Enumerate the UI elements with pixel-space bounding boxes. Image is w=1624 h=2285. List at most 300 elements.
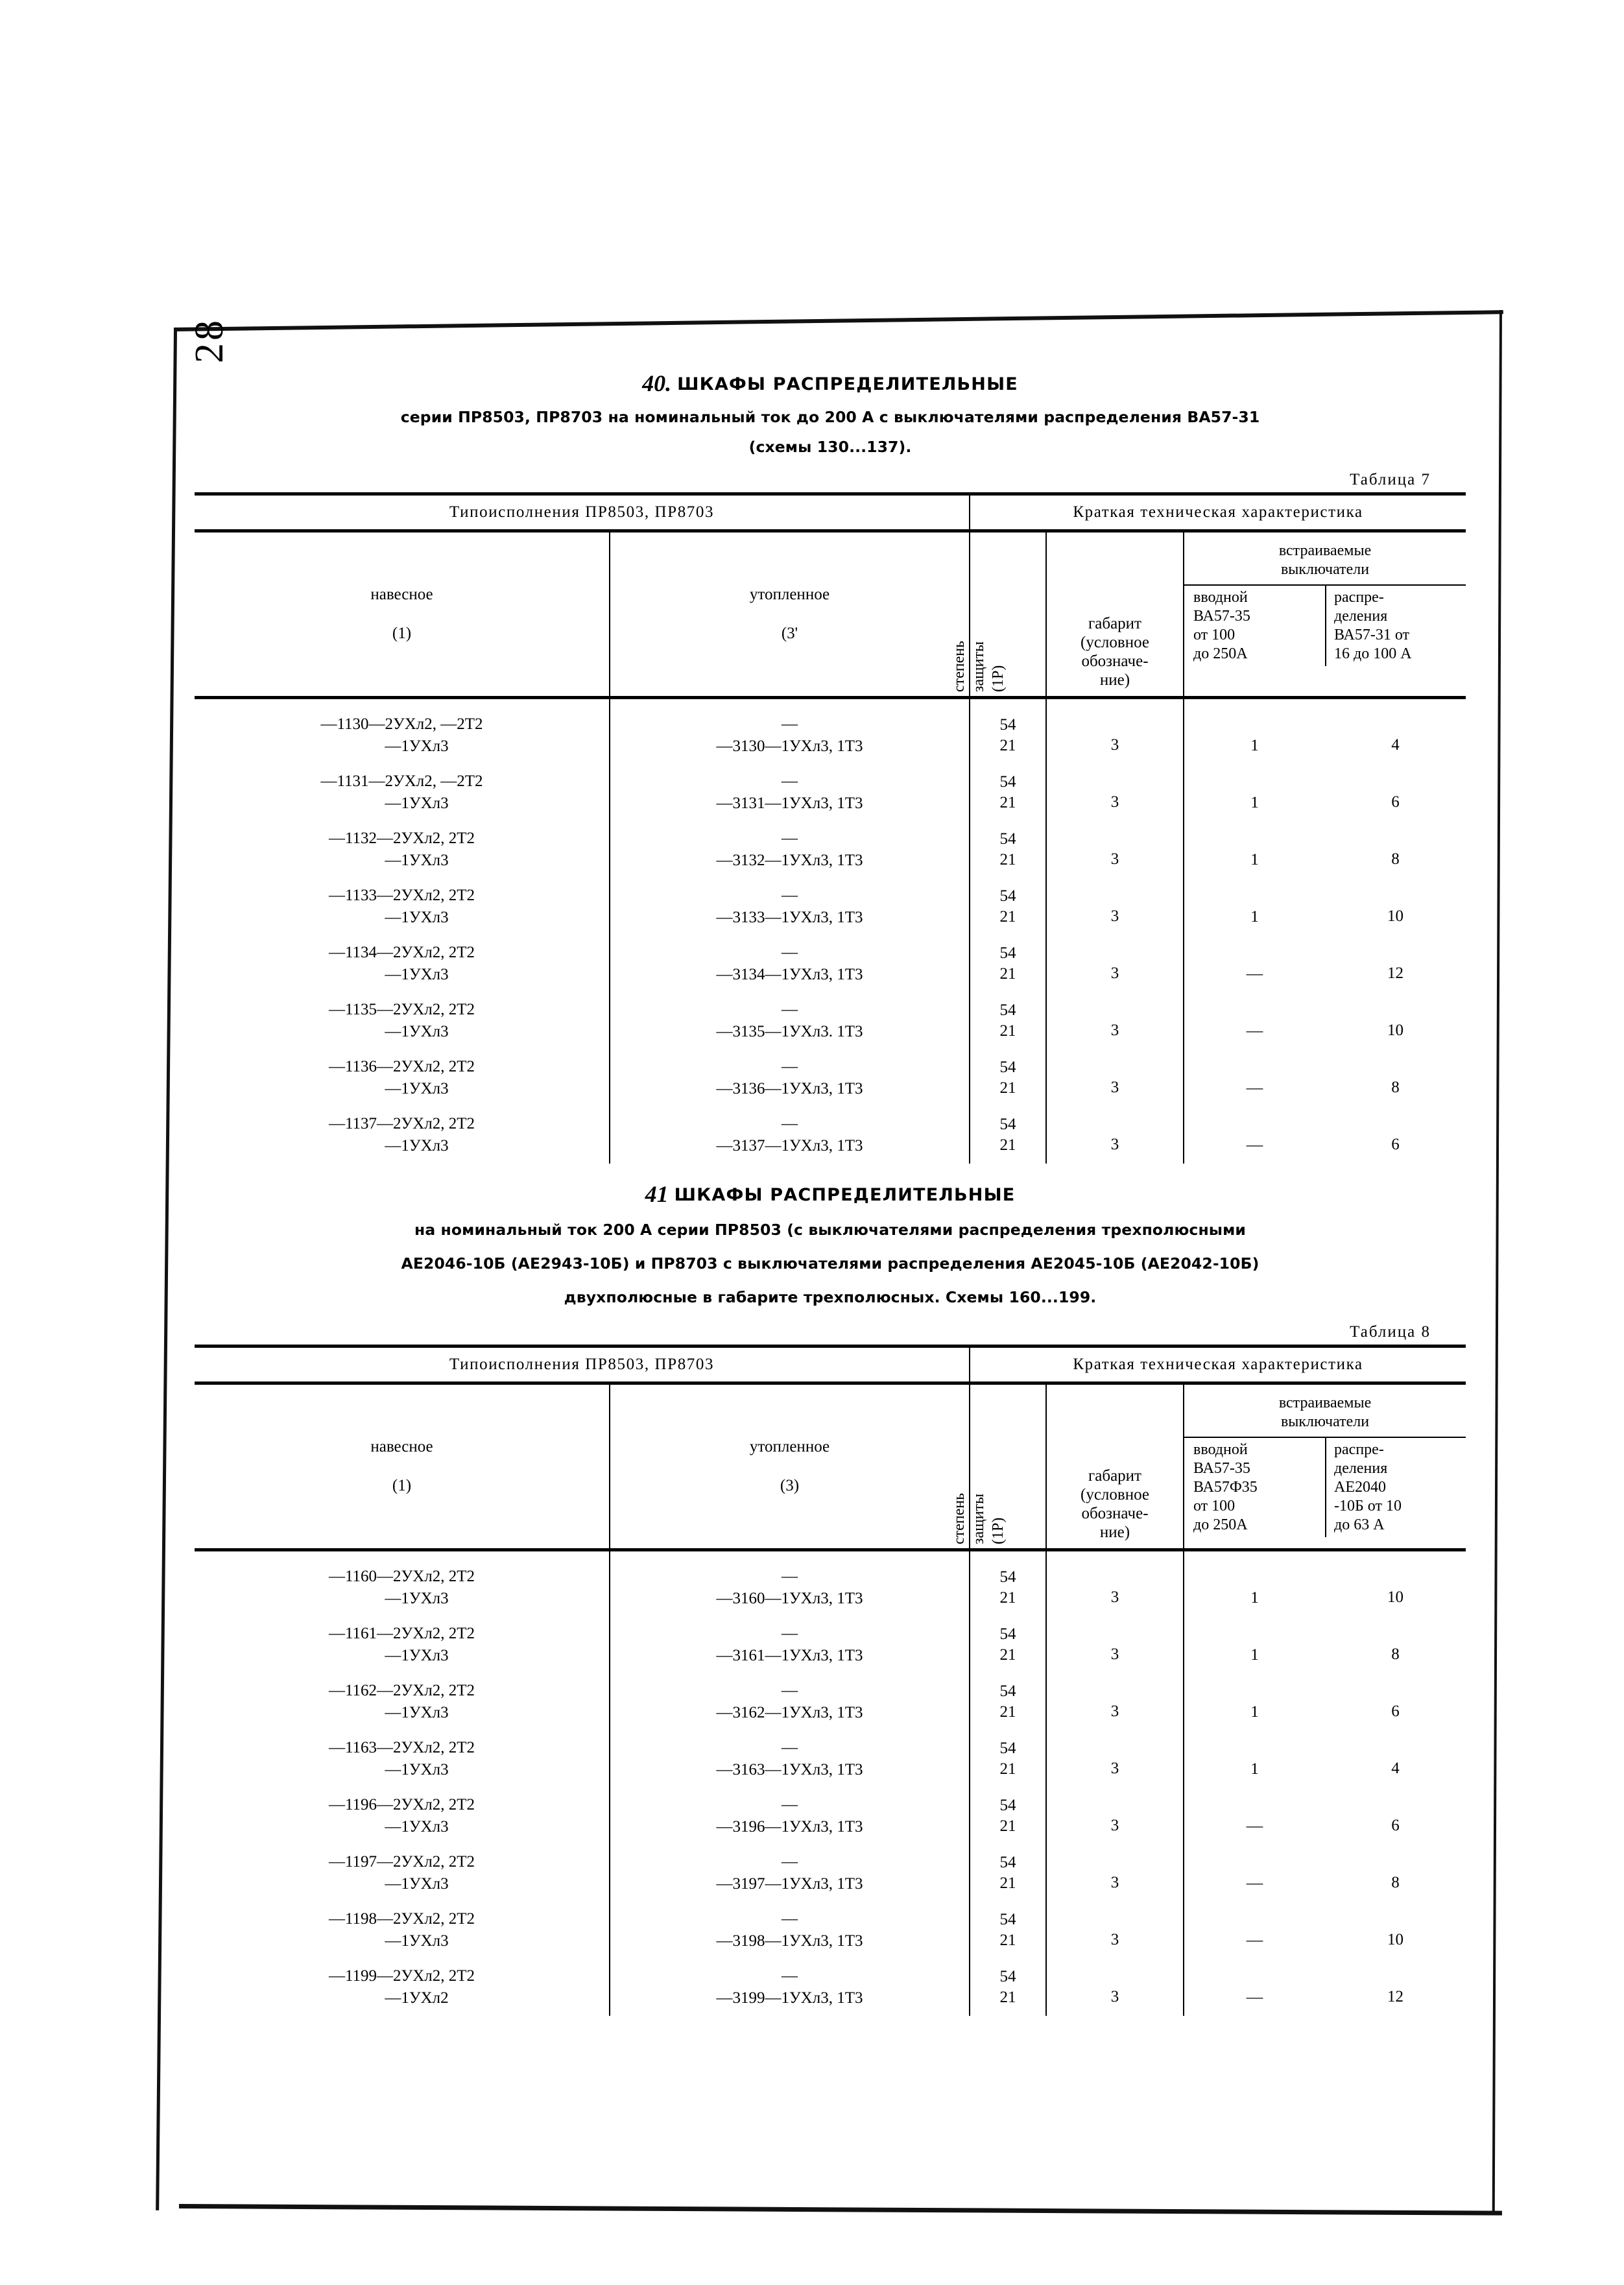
navesnoe-line-2: —1УХл3 — [385, 909, 449, 926]
section-41-title: ШКАФЫ РАСПРЕДЕЛИТЕЛЬНЫЕ — [674, 1185, 1016, 1205]
navesnoe-line-2: —1УХл2 — [385, 1989, 449, 2007]
input-switch-value: 1 — [1250, 1645, 1259, 1664]
cell-navesnoe — [195, 1730, 610, 1788]
cell-navesnoe — [195, 878, 610, 935]
page-number: 28 — [187, 318, 232, 363]
cell-input-switch — [1184, 1788, 1325, 1845]
ip-line-1: 54 — [999, 887, 1016, 905]
cell-utoplennoe — [610, 1107, 970, 1164]
ip-line-2: 21 — [999, 1022, 1016, 1040]
table-8-col-gabarit-line-4: ние) — [1099, 1524, 1130, 1541]
section-41-subtitle-line-2: АЕ2046-10Б (АЕ2943-10Б) и ПР8703 с выключателями распределения АЕ2045-10Б (АЕ2042-10Б) — [401, 1254, 1260, 1273]
table-7-col-distr-line-2: деления — [1334, 608, 1388, 625]
table-row — [195, 1616, 1466, 1673]
input-switch-value: — — [1246, 1930, 1263, 1949]
distr-switch-value: 10 — [1387, 1588, 1404, 1606]
table-8-col-navesnoe-number: (1) — [392, 1477, 412, 1494]
cell-utoplennoe — [610, 764, 970, 821]
gabarit-value: 3 — [1110, 964, 1119, 982]
cell-utoplennoe — [610, 992, 970, 1049]
navesnoe-line-2: —1УХл3 — [385, 1932, 449, 1950]
table-8-col-utoplennoe-label: утопленное — [749, 1438, 830, 1455]
input-switch-value: — — [1246, 1816, 1263, 1835]
distr-switch-value: 4 — [1391, 736, 1400, 754]
cell-distr-switch — [1325, 698, 1466, 765]
navesnoe-line-1: —1163—2УХл2, 2Т2 — [328, 1739, 475, 1756]
section-41-subtitle-line-3: двухполюсные в габарите трехполюсных. Схемы 160...199. — [564, 1288, 1097, 1306]
section-41-number: 41 — [645, 1181, 669, 1207]
table-8-col-input-line-5: до 250А — [1193, 1516, 1248, 1533]
navesnoe-line-2: —1УХл3 — [385, 852, 449, 869]
input-switch-value: 1 — [1250, 1759, 1259, 1778]
table-8-group-left: Типоисполнения ПР8503, ПР8703 — [195, 1346, 970, 1383]
utoplennoe-line-2: —3160—1УХл3, 1Т3 — [716, 1590, 863, 1607]
ip-line-1: 54 — [999, 1059, 1016, 1076]
utoplennoe-line-1: — — [782, 1115, 798, 1132]
table-8-col-input-line-3: ВА57Ф35 — [1193, 1479, 1258, 1496]
table-7-label: Таблица 7 — [1350, 471, 1431, 488]
cell-ip-rating — [970, 1959, 1046, 2016]
table-8-col-distr-line-4: -10Б от 10 — [1334, 1498, 1402, 1514]
navesnoe-line-2: —1УХл3 — [385, 1023, 449, 1040]
table-7-col-gabarit — [1046, 531, 1184, 698]
utoplennoe-line-1: — — [782, 1625, 798, 1642]
cell-gabarit — [1046, 1902, 1184, 1959]
table-row — [195, 1673, 1466, 1730]
cell-distr-switch — [1325, 878, 1466, 935]
cell-distr-switch — [1325, 992, 1466, 1049]
navesnoe-line-2: —1УХл3 — [385, 795, 449, 812]
gabarit-value: 3 — [1110, 1136, 1119, 1153]
table-8-col-distr-line-5: до 63 А — [1334, 1516, 1385, 1533]
cell-gabarit — [1046, 1788, 1184, 1845]
gabarit-value: 3 — [1110, 1645, 1119, 1663]
utoplennoe-line-1: — — [782, 1967, 798, 1985]
table-8-col-navesnoe — [195, 1383, 610, 1550]
cell-input-switch — [1184, 992, 1325, 1049]
cell-input-switch — [1184, 1550, 1325, 1617]
cell-utoplennoe — [610, 1959, 970, 2016]
cell-input-switch — [1184, 1902, 1325, 1959]
table-7-group-header-row — [195, 494, 1466, 531]
navesnoe-line-2: —1УХл3 — [385, 1818, 449, 1836]
table-7-col-utoplennoe-number: (3' — [781, 625, 798, 642]
ip-line-2: 21 — [999, 1703, 1016, 1721]
cell-utoplennoe — [610, 1550, 970, 1617]
ip-line-2: 21 — [999, 908, 1016, 926]
table-8-col-switches-line-1: встраиваемые — [1278, 1394, 1372, 1411]
utoplennoe-line-2: —3130—1УХл3, 1Т3 — [716, 737, 863, 755]
input-switch-value: 1 — [1250, 793, 1259, 811]
ip-line-1: 54 — [999, 944, 1016, 962]
cell-input-switch — [1184, 1959, 1325, 2016]
table-7-column-header-row — [195, 531, 1466, 698]
table-8-col-navesnoe-label: навесное — [370, 1438, 433, 1455]
page-border-right — [1492, 310, 1502, 2214]
document-content — [195, 370, 1466, 2016]
ip-line-1: 54 — [999, 1740, 1016, 1757]
table-7-col-input-line-1: вводной — [1193, 589, 1248, 606]
cell-navesnoe — [195, 935, 610, 992]
cell-ip-rating — [970, 1049, 1046, 1107]
table-8-col-gabarit-line-3: обозначе- — [1081, 1505, 1149, 1522]
table-8-group-right: Краткая техническая характеристика — [970, 1346, 1466, 1383]
ip-line-2: 21 — [999, 1079, 1016, 1097]
gabarit-value: 3 — [1110, 793, 1119, 811]
utoplennoe-line-2: —3134—1УХл3, 1Т3 — [716, 966, 863, 983]
table-7-col-distr-line-4: 16 до 100 А — [1334, 645, 1412, 662]
table-7-col-gabarit-line-1: габарит — [1088, 615, 1141, 632]
utoplennoe-line-1: — — [782, 715, 798, 733]
table-8-col-input-line-1: вводной — [1193, 1441, 1248, 1458]
cell-gabarit — [1046, 1845, 1184, 1902]
ip-line-2: 21 — [999, 1817, 1016, 1835]
cell-utoplennoe — [610, 821, 970, 878]
table-row — [195, 1107, 1466, 1164]
navesnoe-line-1: —1130—2УХл2, —2Т2 — [320, 715, 483, 733]
cell-utoplennoe — [610, 1616, 970, 1673]
navesnoe-line-2: —1УХл3 — [385, 1590, 449, 1607]
ip-line-2: 21 — [999, 1589, 1016, 1607]
table-7 — [195, 492, 1466, 1164]
cell-input-switch — [1184, 821, 1325, 878]
navesnoe-line-1: —1132—2УХл2, 2Т2 — [328, 830, 475, 847]
distr-switch-value: 6 — [1391, 1136, 1400, 1153]
utoplennoe-line-1: — — [782, 1910, 798, 1928]
gabarit-value: 3 — [1110, 1760, 1119, 1777]
cell-distr-switch — [1325, 1673, 1466, 1730]
utoplennoe-line-2: —3197—1УХл3, 1Т3 — [716, 1875, 863, 1893]
cell-input-switch — [1184, 878, 1325, 935]
table-7-body — [195, 698, 1466, 1164]
ip-line-1: 54 — [999, 1001, 1016, 1019]
page-border-bottom — [179, 2204, 1502, 2216]
navesnoe-line-1: —1199—2УХл2, 2Т2 — [328, 1967, 475, 1985]
table-7-col-ip — [951, 531, 1046, 698]
navesnoe-line-1: —1161—2УХл2, 2Т2 — [328, 1625, 475, 1642]
cell-distr-switch — [1325, 1049, 1466, 1107]
cell-gabarit — [1046, 1959, 1184, 2016]
utoplennoe-line-2: —3163—1УХл3, 1Т3 — [716, 1761, 863, 1778]
table-row — [195, 764, 1466, 821]
input-switch-value: 1 — [1250, 736, 1259, 754]
navesnoe-line-2: —1УХл3 — [385, 1704, 449, 1721]
section-41-subtitle-line-1: на номинальный ток 200 А серии ПР8503 (с выключателями распределения трехполюсными — [414, 1221, 1247, 1239]
utoplennoe-line-1: — — [782, 1739, 798, 1756]
utoplennoe-line-2: —3199—1УХл3, 1Т3 — [716, 1989, 863, 2007]
input-switch-value: 1 — [1250, 907, 1259, 926]
navesnoe-line-1: —1196—2УХл2, 2Т2 — [328, 1796, 475, 1813]
cell-utoplennoe — [610, 1673, 970, 1730]
cell-navesnoe — [195, 1673, 610, 1730]
table-7-col-gabarit-line-2: (условное — [1081, 634, 1149, 651]
navesnoe-line-1: —1134—2УХл2, 2Т2 — [328, 944, 475, 961]
cell-input-switch — [1184, 1673, 1325, 1730]
table-8-col-distr-line-1: распре- — [1334, 1441, 1384, 1458]
cell-ip-rating — [970, 992, 1046, 1049]
table-7-col-navesnoe-label: навесное — [370, 586, 433, 603]
table-7-col-utoplennoe — [610, 531, 970, 698]
table-7-col-ip-line-1: степень — [951, 640, 968, 692]
cell-ip-rating — [970, 1902, 1046, 1959]
cell-distr-switch — [1325, 1845, 1466, 1902]
table-8-col-input-line-4: от 100 — [1193, 1498, 1236, 1514]
cell-distr-switch — [1325, 1550, 1466, 1617]
gabarit-value: 3 — [1110, 1703, 1119, 1720]
distr-switch-value: 4 — [1391, 1760, 1400, 1777]
cell-gabarit — [1046, 935, 1184, 992]
table-8-col-ip — [951, 1383, 1046, 1550]
navesnoe-line-1: —1135—2УХл2, 2Т2 — [328, 1001, 475, 1018]
cell-gabarit — [1046, 1550, 1184, 1617]
table-row — [195, 878, 1466, 935]
utoplennoe-line-2: —3132—1УХл3, 1Т3 — [716, 852, 863, 869]
distr-switch-value: 10 — [1387, 1022, 1404, 1039]
section-40-subtitle-line-2: (схемы 130...137). — [748, 438, 912, 456]
table-7-col-input-line-3: от 100 — [1193, 627, 1236, 643]
table-8 — [195, 1345, 1466, 2016]
gabarit-value: 3 — [1110, 1874, 1119, 1891]
input-switch-value: 1 — [1250, 850, 1259, 868]
navesnoe-line-2: —1УХл3 — [385, 1137, 449, 1154]
distr-switch-value: 6 — [1391, 793, 1400, 811]
table-8-col-gabarit — [1046, 1383, 1184, 1550]
utoplennoe-line-2: —3136—1УХл3, 1Т3 — [716, 1080, 863, 1097]
table-8-group-header-row — [195, 1346, 1466, 1383]
cell-gabarit — [1046, 1616, 1184, 1673]
section-40-subtitle — [195, 402, 1466, 462]
page-border-top — [174, 310, 1503, 331]
table-8-col-switches-line-2: выключатели — [1280, 1413, 1370, 1430]
table-7-group-left: Типоисполнения ПР8503, ПР8703 — [195, 494, 970, 531]
utoplennoe-line-1: — — [782, 887, 798, 904]
distr-switch-value: 10 — [1387, 907, 1404, 925]
ip-line-1: 54 — [999, 1625, 1016, 1643]
cell-ip-rating — [970, 1730, 1046, 1788]
table-7-col-switches-line-2: выключатели — [1280, 561, 1370, 578]
page-border-left — [156, 329, 177, 2210]
table-8-col-gabarit-line-1: габарит — [1088, 1467, 1141, 1485]
navesnoe-line-1: —1136—2УХл2, 2Т2 — [328, 1058, 475, 1075]
utoplennoe-line-2: —3131—1УХл3, 1Т3 — [716, 795, 863, 812]
ip-line-1: 54 — [999, 1911, 1016, 1928]
table-7-col-distr — [1325, 586, 1466, 666]
cell-utoplennoe — [610, 878, 970, 935]
cell-navesnoe — [195, 1788, 610, 1845]
table-8-column-header-row — [195, 1383, 1466, 1550]
cell-ip-rating — [970, 878, 1046, 935]
gabarit-value: 3 — [1110, 1931, 1119, 1948]
utoplennoe-line-2: —3137—1УХл3, 1Т3 — [716, 1137, 863, 1154]
ip-line-2: 21 — [999, 851, 1016, 868]
cell-distr-switch — [1325, 1959, 1466, 2016]
table-row — [195, 1049, 1466, 1107]
cell-input-switch — [1184, 698, 1325, 765]
distr-switch-value: 12 — [1387, 1988, 1404, 2005]
distr-switch-value: 8 — [1391, 1874, 1400, 1891]
cell-gabarit — [1046, 1107, 1184, 1164]
table-7-col-navesnoe — [195, 531, 610, 698]
table-row — [195, 1902, 1466, 1959]
utoplennoe-line-1: — — [782, 1001, 798, 1018]
ip-line-1: 54 — [999, 1968, 1016, 1985]
table-7-col-input-line-4: до 250А — [1193, 645, 1248, 662]
table-8-col-utoplennoe — [610, 1383, 970, 1550]
utoplennoe-line-1: — — [782, 1568, 798, 1585]
cell-ip-rating — [970, 1673, 1046, 1730]
input-switch-value: 1 — [1250, 1702, 1259, 1721]
gabarit-value: 3 — [1110, 1988, 1119, 2005]
table-8-col-ip-line-3: (1Р) — [990, 1517, 1007, 1544]
ip-line-2: 21 — [999, 1932, 1016, 1949]
cell-distr-switch — [1325, 1902, 1466, 1959]
input-switch-value: — — [1246, 1987, 1263, 2006]
input-switch-value: — — [1246, 1078, 1263, 1097]
input-switch-value: — — [1246, 1873, 1263, 1892]
cell-input-switch — [1184, 1107, 1325, 1164]
table-row — [195, 1550, 1466, 1617]
cell-gabarit — [1046, 698, 1184, 765]
cell-utoplennoe — [610, 1788, 970, 1845]
table-8-body — [195, 1550, 1466, 2016]
table-8-col-switches-title — [1184, 1385, 1466, 1438]
navesnoe-line-1: —1198—2УХл2, 2Т2 — [328, 1910, 475, 1928]
utoplennoe-line-2: —3161—1УХл3, 1Т3 — [716, 1647, 863, 1664]
navesnoe-line-1: —1137—2УХл2, 2Т2 — [328, 1115, 475, 1132]
cell-ip-rating — [970, 821, 1046, 878]
cell-distr-switch — [1325, 1730, 1466, 1788]
table-8-col-switches — [1184, 1383, 1466, 1550]
table-7-col-switches-line-1: встраиваемые — [1278, 542, 1372, 559]
table-7-col-navesnoe-number: (1) — [392, 625, 412, 642]
gabarit-value: 3 — [1110, 907, 1119, 925]
table-7-col-input-line-2: ВА57-35 — [1193, 608, 1250, 625]
input-switch-value: — — [1246, 1021, 1263, 1040]
ip-line-2: 21 — [999, 1989, 1016, 2006]
table-row — [195, 992, 1466, 1049]
cell-ip-rating — [970, 1788, 1046, 1845]
ip-line-1: 54 — [999, 716, 1016, 734]
ip-line-2: 21 — [999, 794, 1016, 811]
cell-utoplennoe — [610, 1730, 970, 1788]
ip-line-2: 21 — [999, 737, 1016, 754]
gabarit-value: 3 — [1110, 1817, 1119, 1834]
cell-distr-switch — [1325, 1616, 1466, 1673]
cell-navesnoe — [195, 1959, 610, 2016]
cell-distr-switch — [1325, 935, 1466, 992]
ip-line-2: 21 — [999, 1646, 1016, 1664]
navesnoe-line-1: —1160—2УХл2, 2Т2 — [328, 1568, 475, 1585]
ip-line-1: 54 — [999, 1116, 1016, 1133]
input-switch-value: — — [1246, 1135, 1263, 1154]
utoplennoe-line-2: —3133—1УХл3, 1Т3 — [716, 909, 863, 926]
section-40-title: ШКАФЫ РАСПРЕДЕЛИТЕЛЬНЫЕ — [677, 374, 1018, 394]
section-40-number: 40. — [642, 370, 672, 396]
distr-switch-value: 10 — [1387, 1931, 1404, 1948]
table-7-col-distr-line-3: ВА57-31 от — [1334, 627, 1410, 643]
distr-switch-value: 8 — [1391, 1645, 1400, 1663]
cell-navesnoe — [195, 1902, 610, 1959]
table-7-col-gabarit-line-4: ние) — [1099, 671, 1130, 689]
cell-ip-rating — [970, 935, 1046, 992]
gabarit-value: 3 — [1110, 1079, 1119, 1096]
ip-line-2: 21 — [999, 1136, 1016, 1154]
cell-gabarit — [1046, 878, 1184, 935]
cell-navesnoe — [195, 1107, 610, 1164]
utoplennoe-line-1: — — [782, 830, 798, 847]
table-8-col-input-line-2: ВА57-35 — [1193, 1460, 1250, 1477]
cell-ip-rating — [970, 764, 1046, 821]
table-7-col-distr-line-1: распре- — [1334, 589, 1384, 606]
table-8-col-utoplennoe-number: (3) — [780, 1477, 800, 1494]
cell-gabarit — [1046, 1049, 1184, 1107]
gabarit-value: 3 — [1110, 1588, 1119, 1606]
utoplennoe-line-2: —3162—1УХл3, 1Т3 — [716, 1704, 863, 1721]
table-8-col-gabarit-line-2: (условное — [1081, 1486, 1149, 1503]
cell-ip-rating — [970, 1107, 1046, 1164]
cell-input-switch — [1184, 1616, 1325, 1673]
table-7-col-switches-title — [1184, 532, 1466, 586]
gabarit-value: 3 — [1110, 736, 1119, 754]
utoplennoe-line-1: — — [782, 1058, 798, 1075]
input-switch-value: — — [1246, 964, 1263, 983]
table-7-col-gabarit-line-3: обозначе- — [1081, 652, 1149, 670]
ip-line-1: 54 — [999, 1797, 1016, 1814]
ip-line-1: 54 — [999, 1568, 1016, 1586]
ip-line-2: 21 — [999, 1760, 1016, 1778]
cell-utoplennoe — [610, 1049, 970, 1107]
cell-navesnoe — [195, 764, 610, 821]
table-8-col-distr — [1325, 1438, 1466, 1537]
cell-input-switch — [1184, 1049, 1325, 1107]
distr-switch-value: 12 — [1387, 964, 1404, 982]
cell-ip-rating — [970, 1616, 1046, 1673]
cell-navesnoe — [195, 992, 610, 1049]
cell-input-switch — [1184, 1845, 1325, 1902]
cell-distr-switch — [1325, 821, 1466, 878]
table-8-col-input — [1184, 1438, 1325, 1537]
cell-navesnoe — [195, 1616, 610, 1673]
navesnoe-line-1: —1197—2УХл2, 2Т2 — [328, 1853, 475, 1871]
table-row — [195, 698, 1466, 765]
cell-ip-rating — [970, 1845, 1046, 1902]
cell-utoplennoe — [610, 698, 970, 765]
table-8-col-distr-line-2: деления — [1334, 1460, 1388, 1477]
navesnoe-line-2: —1УХл3 — [385, 1875, 449, 1893]
cell-gabarit — [1046, 992, 1184, 1049]
ip-line-1: 54 — [999, 830, 1016, 848]
distr-switch-value: 6 — [1391, 1703, 1400, 1720]
cell-gabarit — [1046, 1730, 1184, 1788]
ip-line-1: 54 — [999, 773, 1016, 791]
cell-gabarit — [1046, 764, 1184, 821]
utoplennoe-line-1: — — [782, 944, 798, 961]
cell-gabarit — [1046, 1673, 1184, 1730]
cell-navesnoe — [195, 1550, 610, 1617]
navesnoe-line-2: —1УХл3 — [385, 1080, 449, 1097]
utoplennoe-line-2: —3196—1УХл3, 1Т3 — [716, 1818, 863, 1836]
ip-line-2: 21 — [999, 965, 1016, 983]
distr-switch-value: 8 — [1391, 1079, 1400, 1096]
cell-ip-rating — [970, 1550, 1046, 1617]
navesnoe-line-1: —1133—2УХл2, 2Т2 — [328, 887, 475, 904]
table-8-label: Таблица 8 — [1350, 1323, 1431, 1341]
cell-navesnoe — [195, 698, 610, 765]
table-8-col-distr-line-3: АЕ2040 — [1334, 1479, 1387, 1496]
cell-navesnoe — [195, 1049, 610, 1107]
navesnoe-line-1: —1162—2УХл2, 2Т2 — [328, 1682, 475, 1699]
section-41-subtitle — [195, 1213, 1466, 1314]
